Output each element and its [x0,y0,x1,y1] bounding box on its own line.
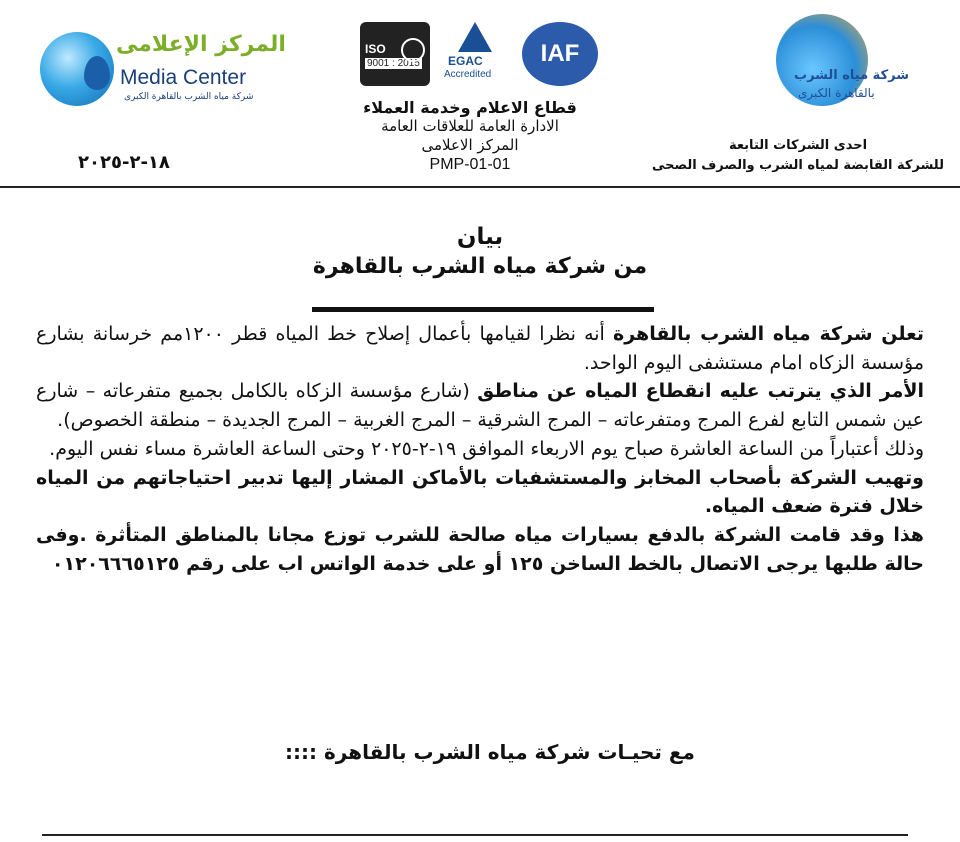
footer-divider [42,834,908,836]
whatsapp-number: ٠١٢٠٦٦٦٥١٢٥ [51,552,180,575]
reference-code: PMP-01-01 [429,156,511,173]
iaf-label: IAF [540,40,580,67]
iso-certification-logo [360,22,430,86]
paragraph-affected-areas [36,377,924,434]
affiliation [652,136,944,176]
issuing-department [320,98,620,174]
paragraph-water-trucks [36,521,924,578]
media-center-english-name: Media Center [120,66,247,89]
statement-title: بيان [456,224,504,250]
title-underline [312,307,654,312]
paragraph-schedule: وذلك أعتباراً من الساعة العاشرة صباح يوم الاربعاء الموافق ١٩-٢-٢٠٢٥ وحتى الساعة العاشرة مساء نفس اليوم. [49,437,924,460]
affiliation-line1: احدى الشركات التابعة [728,138,868,153]
iso-label: ISO [365,42,386,56]
letterhead [0,0,960,190]
affiliation-line2: للشركة القابضة لمياه الشرب والصرف الصحى [652,158,944,173]
water-drop-icon [84,56,110,90]
egac-accreditation-logo [440,22,510,92]
statement-heading [0,222,960,282]
paragraph-appeal: وتهيب الشركة بأصحاب المخابز والمستشفيات بالأماكن المشار إليها تدبير احتياجاتهم من المياه خلال فترة ضعف المياه. [36,466,924,518]
paragraph-announcement [36,320,924,377]
water-trucks-text: هذا وقد قامت الشركة بالدفع بسيارات مياه صالحة للشرب توزع مجانا بالمناطق المتأثرة .وفى حالة طلبها يرجى الاتصال بالخط الساخن ١٢٥ أو على خدمة الواتس اب على رقم [36,523,924,575]
header-divider [0,186,960,188]
media-center-subtitle: شركة مياه الشرب بالقاهرة الكبرى [124,92,254,102]
cairo-water-company-logo [776,14,926,114]
affected-areas-lead: الأمر الذي يترتب عليه انقطاع المياه عن مناطق [477,380,925,403]
statement-subtitle: من شركة مياه الشرب بالقاهرة [312,254,648,279]
iaf-logo [522,22,598,86]
announcement-lead: تعلن شركة مياه الشرب بالقاهرة [613,323,924,345]
sector-name: قطاع الاعلام وخدمة العملاء [363,98,577,117]
egac-status: Accredited [444,69,492,80]
media-center-arabic-name: المركز الإعلامى [116,32,286,57]
unit-name: المركز الاعلامى [421,136,519,154]
document-date: ١٨-٢-٢٠٢٥ [78,152,170,173]
closing-salutation: مع تحيـات شركة مياه الشرب بالقاهرة :::: [285,740,695,764]
announcement-text: أنه نظرا لقيامها بأعمال إصلاح خط المياه قطر ١٢٠٠مم خرسانة بشارع مؤسسة الزكاه امام مستشفى اليوم الواحد. [36,323,924,374]
company-logo-name-line2: بالقاهرة الكبرى [798,86,875,100]
media-center-logo [40,30,286,110]
affected-areas-text: (شارع مؤسسة الزكاه بالكامل بجميع متفرعاته – شارع عين شمس التابع لفرع المرج ومتفرعاته – المرج الشرقية – المرج الغربية – المرج الجديدة – منطقة الخصوص). [36,380,924,432]
iso-standard: 9001 : 2015 [367,58,420,69]
check-icon [401,38,425,62]
pyramid-icon [458,22,492,52]
department-name: الادارة العامة للعلاقات العامة [381,117,559,135]
company-logo-name-line1: شركة مياه الشرب [794,68,909,83]
egac-name: EGAC [448,54,483,68]
statement-body [36,320,924,578]
